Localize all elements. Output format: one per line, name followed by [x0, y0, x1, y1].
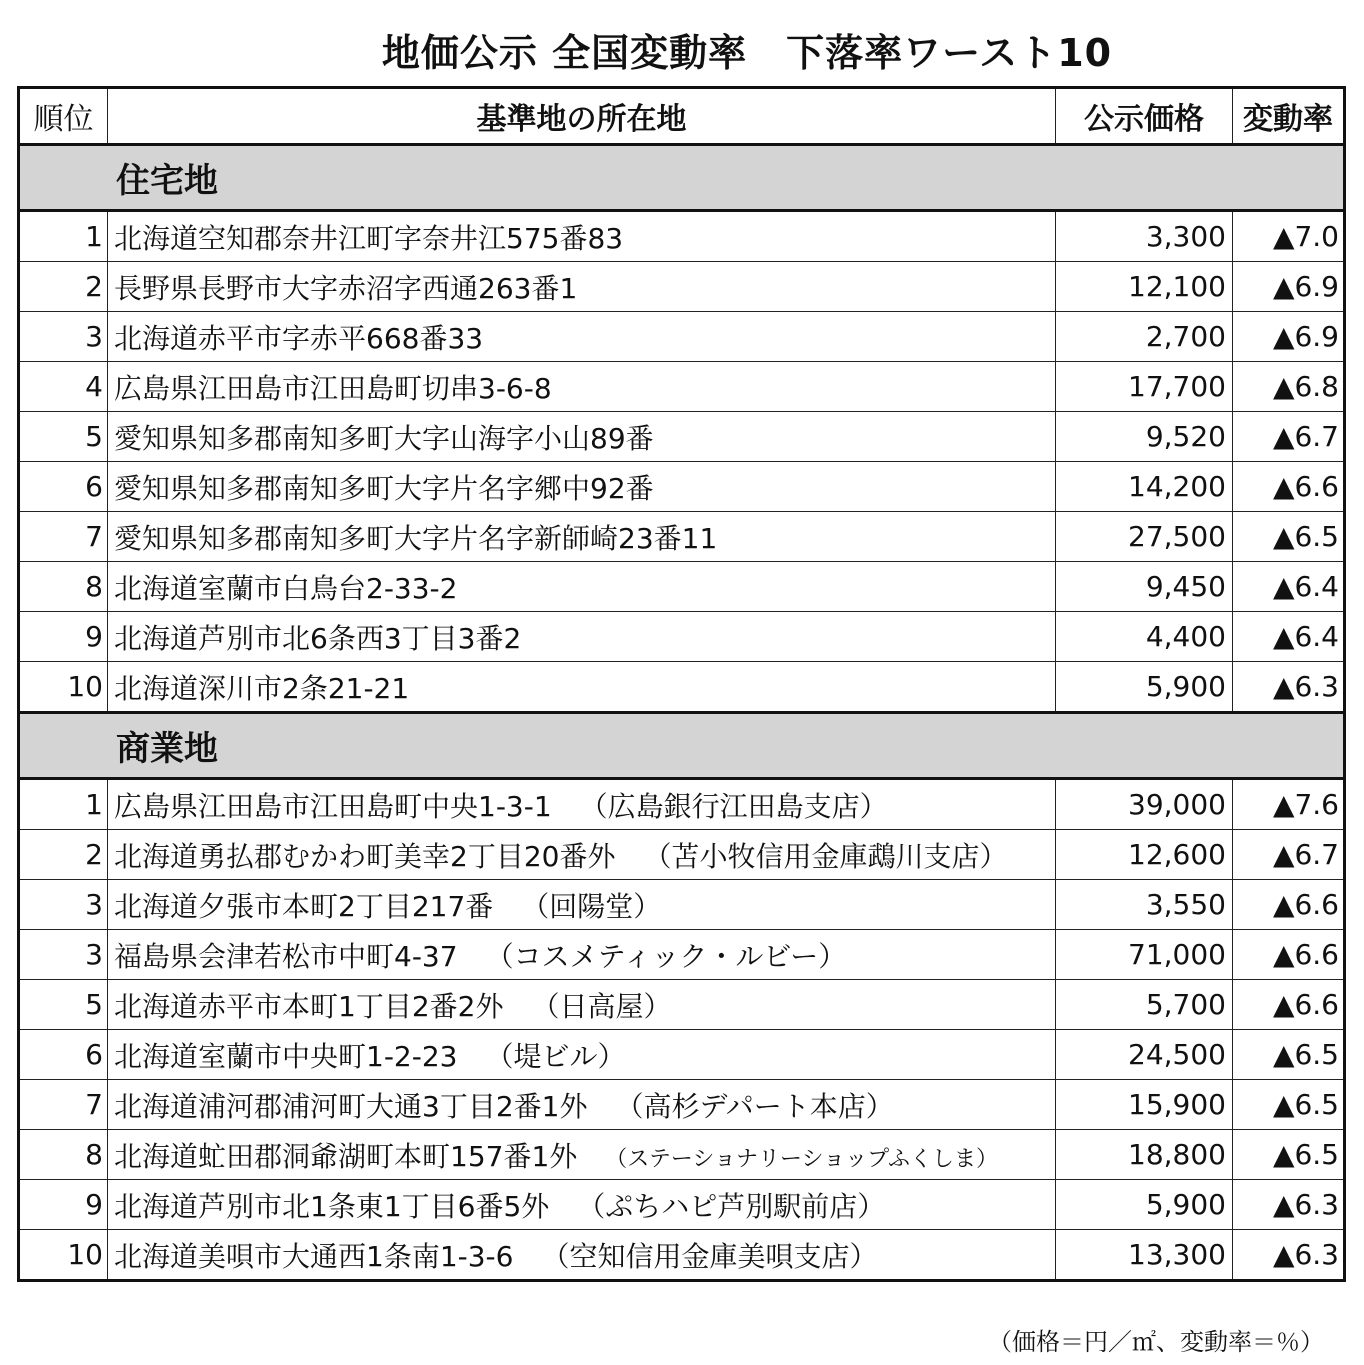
rank-cell: 9 [19, 1180, 108, 1230]
rank-cell: 1 [19, 211, 108, 262]
location-cell [108, 262, 1056, 312]
location-text: 広島県江田島市江田島町切串3-6-8 [114, 371, 552, 405]
rate-cell: ▲6.7 [1233, 830, 1345, 880]
location-text: 北海道赤平市字赤平668番33 [114, 321, 484, 355]
price-cell: 5,900 [1056, 662, 1233, 713]
location-text: 愛知県知多郡南知多町大字片名字郷中92番 [114, 471, 654, 505]
table-row [19, 980, 1345, 1030]
price-cell: 15,900 [1056, 1080, 1233, 1130]
location-text: 北海道深川市2条21-21 [114, 671, 410, 705]
rank-cell: 8 [19, 562, 108, 612]
rate-cell: ▲6.6 [1233, 462, 1345, 512]
location-text: 北海道芦別市北6条西3丁目3番2 [114, 621, 522, 655]
rate-cell: ▲6.4 [1233, 562, 1345, 612]
location-note: （苫小牧信用金庫鵡川支店） [643, 839, 1008, 873]
location-text: 北海道芦別市北1条東1丁目6番5外 [114, 1189, 550, 1223]
location-cell [108, 211, 1056, 262]
location-cell [108, 930, 1056, 980]
location-cell [108, 362, 1056, 412]
rank-cell: 5 [19, 412, 108, 462]
location-text: 広島県江田島市江田島町中央1-3-1 [114, 789, 552, 823]
location-cell [108, 562, 1056, 612]
rate-cell: ▲6.5 [1233, 1080, 1345, 1130]
section-header-row [19, 713, 1345, 779]
location-text: 北海道夕張市本町2丁目217番 [114, 889, 494, 923]
header-location: 基準地の所在地 [108, 88, 1056, 145]
location-text: 北海道勇払郡むかわ町美幸2丁目20番外 [114, 839, 616, 873]
table-row [19, 562, 1345, 612]
price-cell: 14,200 [1056, 462, 1233, 512]
table-row [19, 930, 1345, 980]
location-cell [108, 1080, 1056, 1130]
header-price: 公示価格 [1056, 88, 1233, 145]
location-cell [108, 662, 1056, 713]
price-cell: 3,550 [1056, 880, 1233, 930]
location-text: 北海道空知郡奈井江町字奈井江575番83 [114, 221, 624, 255]
location-cell [108, 1180, 1056, 1230]
location-text: 愛知県知多郡南知多町大字片名字新師崎23番11 [114, 521, 718, 555]
price-cell: 2,700 [1056, 312, 1233, 362]
rate-cell: ▲6.8 [1233, 362, 1345, 412]
rate-cell: ▲6.9 [1233, 312, 1345, 362]
rank-cell: 4 [19, 362, 108, 412]
table-row [19, 1030, 1345, 1080]
price-cell: 9,520 [1056, 412, 1233, 462]
header-rank: 順位 [19, 88, 108, 145]
location-cell [108, 312, 1056, 362]
price-cell: 5,900 [1056, 1180, 1233, 1230]
table-row [19, 830, 1345, 880]
rank-cell: 9 [19, 612, 108, 662]
section-header-row [19, 145, 1345, 211]
price-cell: 27,500 [1056, 512, 1233, 562]
rate-cell: ▲6.5 [1233, 1030, 1345, 1080]
rate-cell: ▲6.3 [1233, 1180, 1345, 1230]
price-cell: 5,700 [1056, 980, 1233, 1030]
location-cell [108, 880, 1056, 930]
table-row [19, 362, 1345, 412]
table-row [19, 1130, 1345, 1180]
location-note: （空知信用金庫美唄支店） [541, 1239, 878, 1273]
location-cell [108, 412, 1056, 462]
rate-cell: ▲6.9 [1233, 262, 1345, 312]
table-row [19, 662, 1345, 713]
rank-cell: 10 [19, 1230, 108, 1281]
page-title: 地価公示 全国変動率 下落率ワースト10 [381, 31, 1113, 75]
location-note: （日高屋） [531, 989, 672, 1023]
table-row [19, 211, 1345, 262]
table-row [19, 1080, 1345, 1130]
table-row [19, 880, 1345, 930]
location-cell [108, 1130, 1056, 1180]
table-header-row [19, 88, 1345, 145]
rate-cell: ▲6.3 [1233, 1230, 1345, 1281]
table-row [19, 462, 1345, 512]
location-note: （ステーショナリーショップふくしま） [605, 1146, 998, 1172]
location-note: （コスメティック・ルビー） [485, 939, 847, 973]
rate-cell: ▲6.7 [1233, 412, 1345, 462]
rank-cell: 10 [19, 662, 108, 713]
header-rate: 変動率 [1233, 88, 1345, 145]
location-text: 北海道赤平市本町1丁目2番2外 [114, 989, 504, 1023]
rate-cell: ▲7.6 [1233, 779, 1345, 830]
location-note: （高杉デパート本店） [615, 1089, 894, 1123]
location-text: 北海道室蘭市中央町1-2-23 [114, 1039, 458, 1073]
location-note: （堤ビル） [485, 1039, 626, 1073]
rank-cell: 2 [19, 262, 108, 312]
footnote: （価格＝円／㎡、変動率＝％） [988, 1328, 1324, 1356]
rate-cell: ▲6.6 [1233, 930, 1345, 980]
table-row [19, 1230, 1345, 1281]
location-cell [108, 1230, 1056, 1281]
section-title: 商業地 [19, 713, 1345, 779]
location-text: 福島県会津若松市中町4-37 [114, 939, 458, 973]
rank-cell: 6 [19, 462, 108, 512]
location-text: 愛知県知多郡南知多町大字山海字小山89番 [114, 421, 654, 455]
location-text: 北海道虻田郡洞爺湖町本町157番1外 [114, 1139, 578, 1173]
price-cell: 71,000 [1056, 930, 1233, 980]
location-text: 北海道美唄市大通西1条南1-3-6 [114, 1239, 514, 1273]
rank-cell: 2 [19, 830, 108, 880]
location-cell [108, 779, 1056, 830]
price-cell: 9,450 [1056, 562, 1233, 612]
rank-cell: 3 [19, 880, 108, 930]
price-cell: 17,700 [1056, 362, 1233, 412]
rank-cell: 3 [19, 312, 108, 362]
table-row [19, 779, 1345, 830]
location-text: 北海道浦河郡浦河町大通3丁目2番1外 [114, 1089, 588, 1123]
rank-cell: 5 [19, 980, 108, 1030]
rate-cell: ▲6.3 [1233, 662, 1345, 713]
rate-cell: ▲7.0 [1233, 211, 1345, 262]
ranking-table [17, 86, 1346, 1282]
price-cell: 18,800 [1056, 1130, 1233, 1180]
location-text: 長野県長野市大字赤沼字西通263番1 [114, 271, 578, 305]
table-body [19, 145, 1345, 1281]
location-cell [108, 980, 1056, 1030]
rank-cell: 1 [19, 779, 108, 830]
price-cell: 39,000 [1056, 779, 1233, 830]
table-row [19, 312, 1345, 362]
table-row [19, 512, 1345, 562]
location-cell [108, 830, 1056, 880]
table-row [19, 412, 1345, 462]
price-cell: 3,300 [1056, 211, 1233, 262]
location-text: 北海道室蘭市白鳥台2-33-2 [114, 571, 458, 605]
rank-cell: 6 [19, 1030, 108, 1080]
location-cell [108, 512, 1056, 562]
rate-cell: ▲6.5 [1233, 1130, 1345, 1180]
rate-cell: ▲6.6 [1233, 980, 1345, 1030]
price-cell: 24,500 [1056, 1030, 1233, 1080]
rank-cell: 3 [19, 930, 108, 980]
location-note: （広島銀行江田島支店） [579, 789, 888, 823]
location-cell [108, 1030, 1056, 1080]
rank-cell: 7 [19, 512, 108, 562]
rate-cell: ▲6.6 [1233, 880, 1345, 930]
location-note: （ぷちハピ芦別駅前店） [577, 1189, 886, 1223]
table-row [19, 612, 1345, 662]
price-cell: 12,100 [1056, 262, 1233, 312]
rank-cell: 7 [19, 1080, 108, 1130]
table-row [19, 262, 1345, 312]
location-cell [108, 612, 1056, 662]
price-cell: 4,400 [1056, 612, 1233, 662]
table-row [19, 1180, 1345, 1230]
price-cell: 13,300 [1056, 1230, 1233, 1281]
section-title: 住宅地 [19, 145, 1345, 211]
price-cell: 12,600 [1056, 830, 1233, 880]
rate-cell: ▲6.4 [1233, 612, 1345, 662]
location-note: （回陽堂） [521, 889, 662, 923]
rank-cell: 8 [19, 1130, 108, 1180]
rate-cell: ▲6.5 [1233, 512, 1345, 562]
location-cell [108, 462, 1056, 512]
